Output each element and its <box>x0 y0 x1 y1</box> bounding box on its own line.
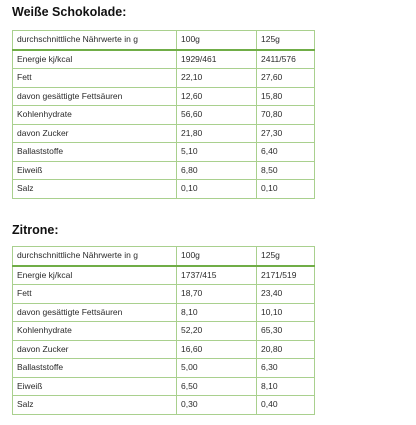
value-100g: 6,50 <box>177 377 257 396</box>
table-header-row <box>13 247 315 266</box>
value-125g: 20,80 <box>257 340 315 359</box>
value-100g: 56,60 <box>177 106 257 125</box>
value-100g: 21,80 <box>177 124 257 143</box>
value-125g: 6,40 <box>257 143 315 162</box>
section-title: Weiße Schokolade: <box>12 5 127 19</box>
nutrient-label: Eiweiß <box>13 161 177 180</box>
table-row <box>13 322 315 341</box>
value-125g: 6,30 <box>257 359 315 378</box>
table-row <box>13 161 315 180</box>
nutrition-table <box>12 246 315 415</box>
value-100g: 12,60 <box>177 87 257 106</box>
table-row <box>13 69 315 88</box>
table-row <box>13 266 315 285</box>
nutrient-label: Eiweiß <box>13 377 177 396</box>
table-row <box>13 377 315 396</box>
value-100g: 0,10 <box>177 180 257 199</box>
header-cell: 100g <box>177 31 257 50</box>
value-100g: 1929/461 <box>177 50 257 69</box>
nutrient-label: davon gesättigte Fettsäuren <box>13 87 177 106</box>
nutrient-label: davon gesättigte Fettsäuren <box>13 303 177 322</box>
value-125g: 2411/576 <box>257 50 315 69</box>
section-lemon <box>12 222 314 415</box>
table-row <box>13 124 315 143</box>
value-125g: 15,80 <box>257 87 315 106</box>
value-125g: 27,60 <box>257 69 315 88</box>
header-cell: durchschnittliche Nährwerte in g <box>13 31 177 50</box>
value-100g: 0,30 <box>177 396 257 415</box>
nutrient-label: Energie kj/kcal <box>13 266 177 285</box>
table-row <box>13 303 315 322</box>
nutrient-label: Salz <box>13 396 177 415</box>
table-row <box>13 359 315 378</box>
value-125g: 23,40 <box>257 285 315 304</box>
value-100g: 1737/415 <box>177 266 257 285</box>
header-cell: 125g <box>257 247 315 266</box>
table-row <box>13 50 315 69</box>
value-100g: 5,10 <box>177 143 257 162</box>
nutrient-label: Kohlenhydrate <box>13 106 177 125</box>
value-125g: 65,30 <box>257 322 315 341</box>
value-125g: 10,10 <box>257 303 315 322</box>
table-header-row <box>13 31 315 50</box>
header-cell: 125g <box>257 31 315 50</box>
header-cell: 100g <box>177 247 257 266</box>
table-row <box>13 87 315 106</box>
table-row <box>13 340 315 359</box>
value-125g: 0,40 <box>257 396 315 415</box>
value-100g: 18,70 <box>177 285 257 304</box>
nutrient-label: Fett <box>13 285 177 304</box>
value-100g: 52,20 <box>177 322 257 341</box>
value-125g: 8,10 <box>257 377 315 396</box>
value-100g: 6,80 <box>177 161 257 180</box>
table-row <box>13 180 315 199</box>
value-100g: 8,10 <box>177 303 257 322</box>
value-100g: 22,10 <box>177 69 257 88</box>
table-row <box>13 396 315 415</box>
nutrient-label: Ballaststoffe <box>13 359 177 378</box>
value-125g: 27,30 <box>257 124 315 143</box>
nutrient-label: Ballaststoffe <box>13 143 177 162</box>
nutrient-label: davon Zucker <box>13 340 177 359</box>
table-row <box>13 143 315 162</box>
value-100g: 5,00 <box>177 359 257 378</box>
nutrient-label: Energie kj/kcal <box>13 50 177 69</box>
table-row <box>13 106 315 125</box>
nutrient-label: davon Zucker <box>13 124 177 143</box>
section-title: Zitrone: <box>12 223 59 237</box>
nutrient-label: Salz <box>13 180 177 199</box>
value-125g: 0,10 <box>257 180 315 199</box>
nutrition-table <box>12 30 315 199</box>
section-white-chocolate <box>12 4 314 199</box>
nutrient-label: Fett <box>13 69 177 88</box>
value-125g: 8,50 <box>257 161 315 180</box>
value-125g: 70,80 <box>257 106 315 125</box>
header-cell: durchschnittliche Nährwerte in g <box>13 247 177 266</box>
nutrient-label: Kohlenhydrate <box>13 322 177 341</box>
value-125g: 2171/519 <box>257 266 315 285</box>
value-100g: 16,60 <box>177 340 257 359</box>
table-row <box>13 285 315 304</box>
